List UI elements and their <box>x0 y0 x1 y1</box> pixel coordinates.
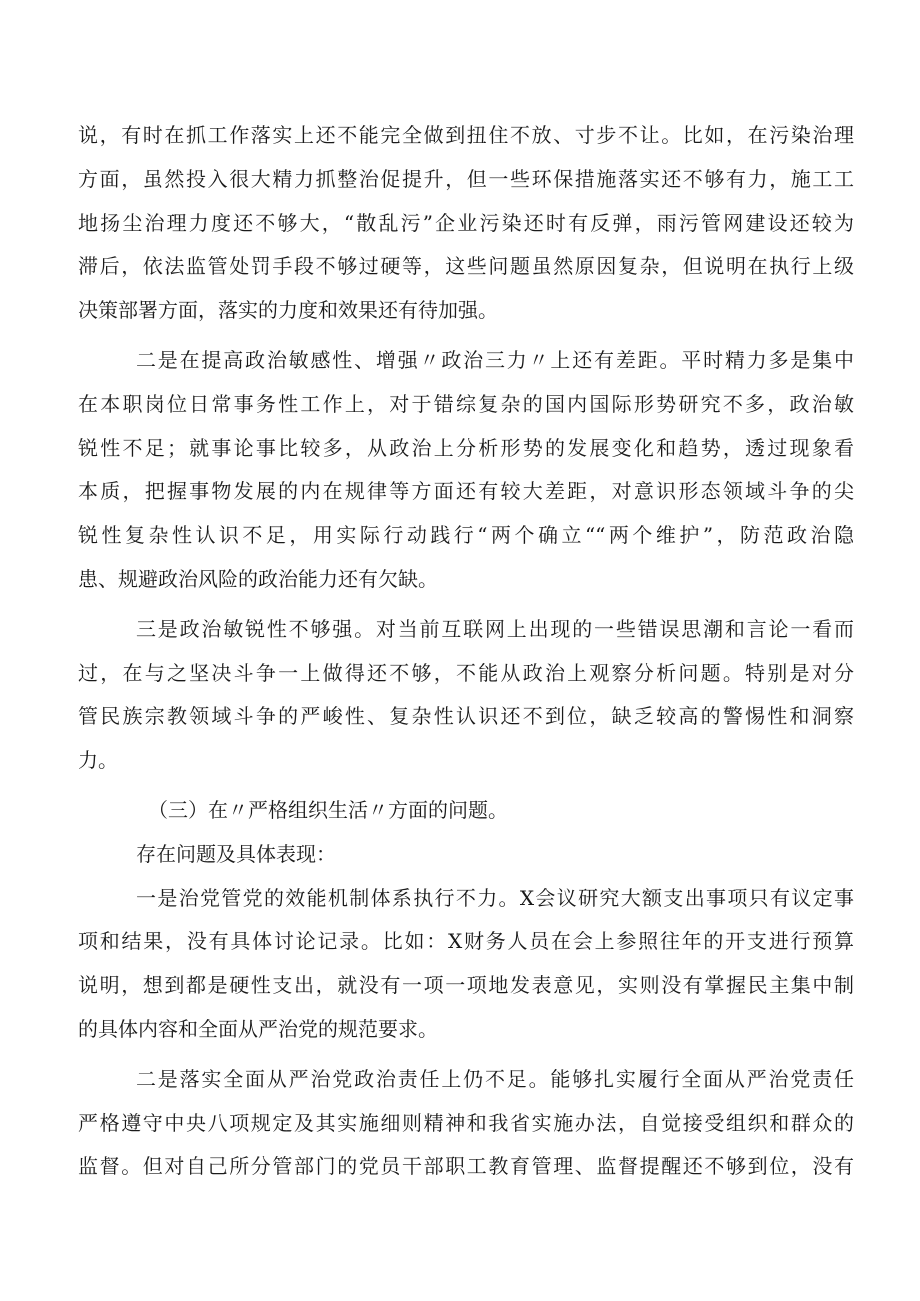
section-heading <box>78 789 854 833</box>
text-line: 二是在提高政治敏感性、增强〃政治三力〃上还有差距。平时精力多是集中 <box>136 347 854 372</box>
text-line: 本质，把握事物发展的内在规律等方面还有较大差距，对意识形态领域斗争的尖 <box>78 479 854 504</box>
text-line: 说，有时在抓工作落实上还不能完全做到扭住不放、寸步不让。比如，在污染治理 <box>78 123 854 147</box>
text-line: 说明，想到都是硬性支出，就没有一项一项地发表意见，实则没有掌握民主集中制 <box>78 973 854 998</box>
text-line: 管民族宗教领域斗争的严峻性、复杂性认识还不到位，缺乏较高的警惕性和洞察 <box>78 704 854 729</box>
paragraph-2 <box>78 339 854 602</box>
text-line: 锐性复杂性认识不足，用实际行动践行“两个确立““两个维护”，防范政治隐 <box>78 523 854 548</box>
text-line: 决策部署方面，落实的力度和效果还有待加强。 <box>78 298 498 323</box>
heading-line: （三）在〃严格组织生活〃方面的问题。 <box>148 797 508 822</box>
text-line: 三是政治敏锐性不够强。对当前互联网上出现的一些错误思潮和言论一看而 <box>136 616 854 641</box>
text-line: 二是落实全面从严治党政治责任上仍不足。能够扎实履行全面从严治党责任 <box>136 1066 854 1091</box>
text-line: 过，在与之坚决斗争一上做得还不够，不能从政治上观察分析问题。特别是对分 <box>78 660 854 685</box>
text-line: 的具体内容和全面从严治党的规范要求。 <box>78 1016 438 1041</box>
paragraph-4 <box>78 833 854 877</box>
text-line: 监督。但对自己所分管部门的党员干部职工教育管理、监督提醒还不够到位，没有 <box>78 1154 854 1179</box>
text-line: 力。 <box>78 748 118 773</box>
text-line: 方面，虽然投入很大精力抓整治促提升，但一些环保措施落实还不够有力，施工工 <box>78 166 854 191</box>
paragraph-5 <box>78 877 854 1052</box>
document-page <box>78 114 854 1189</box>
text-line: 在本职岗位日常事务性工作上，对于错综复杂的国内国际形势研究不多，政治敏 <box>78 391 854 416</box>
text-line: 锐性不足；就事论事比较多，从政治上分析形势的发展变化和趋势，透过现象看 <box>78 435 854 460</box>
text-line: 地扬尘治理力度还不够大，“散乱污”企业污染还时有反弹，雨污管网建设还较为 <box>78 210 854 235</box>
text-line: 严格遵守中央八项规定及其实施细则精神和我省实施办法，自觉接受组织和群众的 <box>78 1110 854 1135</box>
paragraph-3 <box>78 608 854 783</box>
text-line: 患、规避政治风险的政治能力还有欠缺。 <box>78 566 438 591</box>
text-line: 存在问题及具体表现： <box>136 841 336 866</box>
text-line: 滞后，依法监管处罚手段不够过硬等，这些问题虽然原因复杂，但说明在执行上级 <box>78 254 854 279</box>
text-line: 项和结果，没有具体讨论记录。比如：X财务人员在会上参照往年的开支进行预算 <box>78 929 854 954</box>
paragraph-1 <box>78 114 854 333</box>
text-line: 一是治党管党的效能机制体系执行不力。X会议研究大额支出事项只有议定事 <box>136 885 854 910</box>
paragraph-6 <box>78 1058 854 1189</box>
